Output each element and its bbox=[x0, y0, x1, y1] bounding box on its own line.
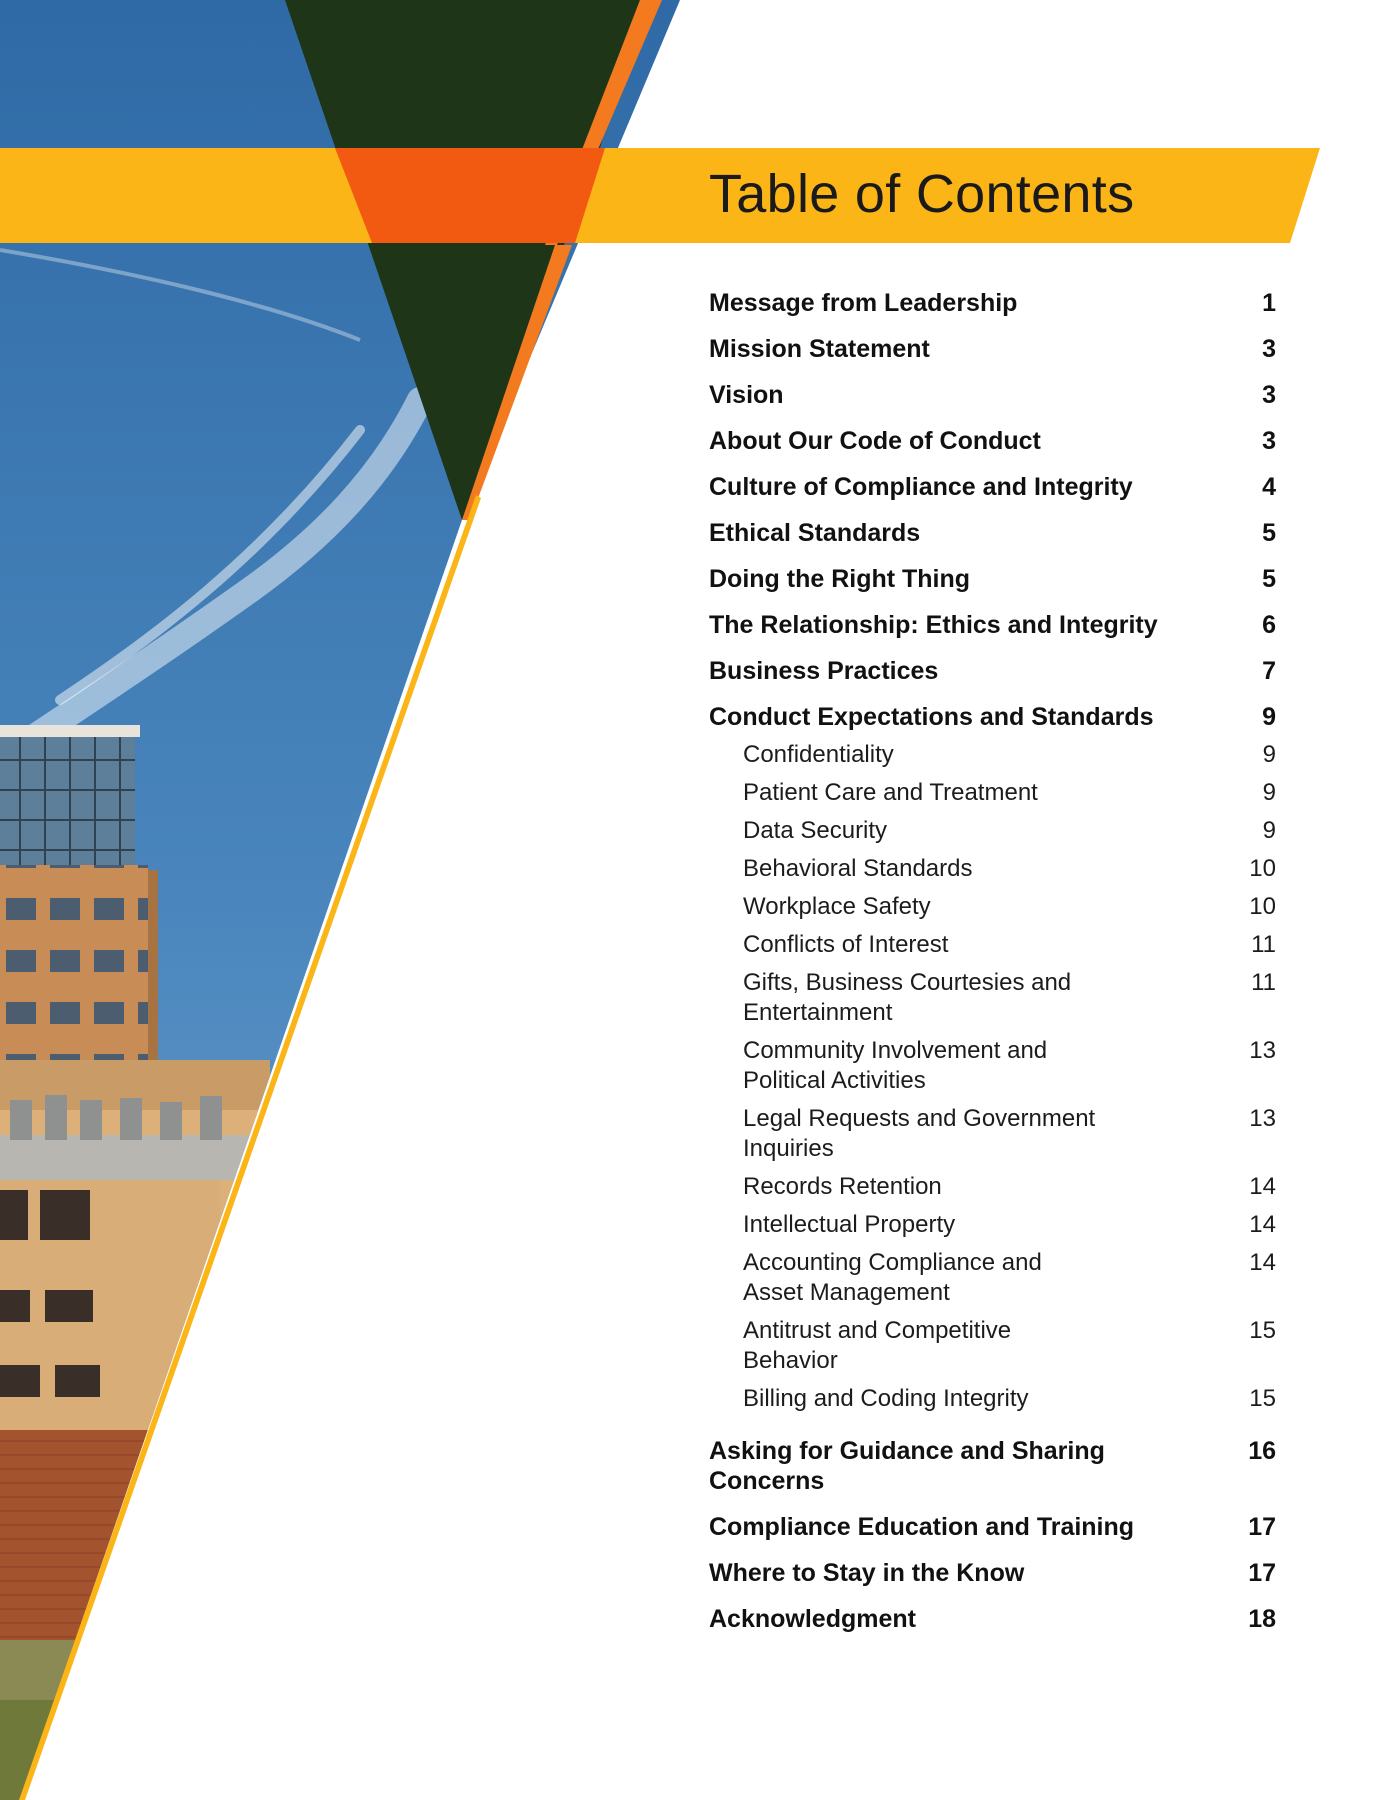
toc-entry-page-number: 9 bbox=[1262, 703, 1276, 731]
toc-entry-label: Data Security bbox=[743, 817, 888, 844]
toc-entry-page-number: 7 bbox=[1262, 657, 1276, 685]
toc-entry-label: Workplace Safety bbox=[743, 893, 931, 920]
toc-entry-page-number: 13 bbox=[1249, 1037, 1276, 1064]
toc-entry[interactable] bbox=[709, 288, 1276, 318]
toc-subentry[interactable] bbox=[709, 1316, 1276, 1376]
toc-entry-label: Gifts, Business Courtesies and Entertainment bbox=[743, 969, 1072, 1026]
toc-entry[interactable] bbox=[709, 380, 1276, 410]
toc-entry-page-number: 16 bbox=[1248, 1437, 1276, 1465]
toc-entry-page-number: 11 bbox=[1251, 931, 1276, 958]
toc-entry-label: Culture of Compliance and Integrity bbox=[709, 473, 1133, 501]
toc-entry-page-number: 14 bbox=[1249, 1249, 1276, 1276]
toc-entry-label: Business Practices bbox=[709, 657, 939, 685]
toc-entry-label: Intellectual Property bbox=[743, 1211, 956, 1238]
toc-entry-label: Where to Stay in the Know bbox=[709, 1559, 1025, 1587]
toc-entry-page-number: 6 bbox=[1262, 611, 1276, 639]
toc-entry-label: The Relationship: Ethics and Integrity bbox=[709, 611, 1158, 639]
toc-entry-label: Billing and Coding Integrity bbox=[743, 1385, 1029, 1412]
toc-entry[interactable] bbox=[709, 334, 1276, 364]
toc-entry-label: Conflicts of Interest bbox=[743, 931, 949, 958]
toc-entry-page-number: 13 bbox=[1249, 1105, 1276, 1132]
toc-entry-page-number: 10 bbox=[1249, 893, 1276, 920]
toc-entry[interactable] bbox=[709, 656, 1276, 686]
toc-entry-page-number: 9 bbox=[1262, 779, 1276, 806]
toc-entry[interactable] bbox=[709, 702, 1276, 732]
page-title: Table of Contents bbox=[709, 164, 1135, 224]
toc-entry-label: Message from Leadership bbox=[709, 289, 1018, 317]
toc-subentry[interactable] bbox=[709, 1172, 1276, 1202]
toc-entry-page-number: 9 bbox=[1262, 741, 1276, 768]
toc-entry-label: Legal Requests and Government Inquiries bbox=[743, 1105, 1096, 1162]
toc-subentry[interactable] bbox=[709, 1104, 1276, 1164]
toc-entry-page-number: 11 bbox=[1251, 969, 1276, 996]
toc-subentry[interactable] bbox=[709, 892, 1276, 922]
toc-entry[interactable] bbox=[709, 518, 1276, 548]
toc-subentry[interactable] bbox=[709, 816, 1276, 846]
toc-subentry[interactable] bbox=[709, 778, 1276, 808]
toc-entry-label: Acknowledgment bbox=[709, 1605, 916, 1633]
toc-entry[interactable] bbox=[709, 472, 1276, 502]
toc-entry[interactable] bbox=[709, 1436, 1276, 1496]
toc-entry-label: Accounting Compliance and Asset Management bbox=[743, 1249, 1042, 1306]
toc-entry-page-number: 14 bbox=[1249, 1211, 1276, 1238]
toc-subentry[interactable] bbox=[709, 930, 1276, 960]
toc-entry-label: Ethical Standards bbox=[709, 519, 921, 547]
toc-subentry[interactable] bbox=[709, 1210, 1276, 1240]
toc-entry-label: About Our Code of Conduct bbox=[709, 427, 1041, 455]
toc-entry-page-number: 17 bbox=[1248, 1513, 1276, 1541]
toc-entry-page-number: 10 bbox=[1249, 855, 1276, 882]
toc-entry-page-number: 17 bbox=[1248, 1559, 1276, 1587]
toc-entry-label: Records Retention bbox=[743, 1173, 942, 1200]
toc-entry-page-number: 5 bbox=[1262, 565, 1276, 593]
toc-entry-label: Doing the Right Thing bbox=[709, 565, 971, 593]
toc-entry-label: Antitrust and Competitive Behavior bbox=[743, 1317, 1012, 1374]
toc-entry[interactable] bbox=[709, 426, 1276, 456]
toc-subentry[interactable] bbox=[709, 740, 1276, 770]
toc-subentry[interactable] bbox=[709, 1036, 1276, 1096]
toc-entry-label: Vision bbox=[709, 381, 784, 409]
toc-entry-page-number: 15 bbox=[1249, 1317, 1276, 1344]
toc-entry-label: Mission Statement bbox=[709, 335, 930, 363]
toc-entry-label: Asking for Guidance and Sharing Concerns bbox=[709, 1437, 1105, 1495]
toc-entry-page-number: 4 bbox=[1262, 473, 1276, 501]
toc-entry-page-number: 14 bbox=[1249, 1173, 1276, 1200]
toc-entry-page-number: 15 bbox=[1249, 1385, 1276, 1412]
toc-entry-label: Confidentiality bbox=[743, 741, 894, 768]
toc-entry-page-number: 3 bbox=[1262, 427, 1276, 455]
toc-entry-page-number: 5 bbox=[1262, 519, 1276, 547]
toc-entry-page-number: 18 bbox=[1248, 1605, 1276, 1633]
toc-entry-label: Conduct Expectations and Standards bbox=[709, 703, 1154, 731]
toc-subentry[interactable] bbox=[709, 1384, 1276, 1414]
toc-entry[interactable] bbox=[709, 1558, 1276, 1588]
toc-entry[interactable] bbox=[709, 564, 1276, 594]
toc-entry-page-number: 3 bbox=[1262, 381, 1276, 409]
toc-entry-label: Patient Care and Treatment bbox=[743, 779, 1038, 806]
toc-entry-label: Behavioral Standards bbox=[743, 855, 973, 882]
toc-subentry[interactable] bbox=[709, 968, 1276, 1028]
toc-entry[interactable] bbox=[709, 1604, 1276, 1634]
toc-subentry[interactable] bbox=[709, 1248, 1276, 1308]
toc-entry-label: Compliance Education and Training bbox=[709, 1513, 1135, 1541]
toc-entry-page-number: 3 bbox=[1262, 335, 1276, 363]
orange-band bbox=[335, 148, 605, 243]
toc-entry[interactable] bbox=[709, 610, 1276, 640]
toc-entry-page-number: 1 bbox=[1262, 289, 1276, 317]
toc-entry[interactable] bbox=[709, 1512, 1276, 1542]
toc-entry-page-number: 9 bbox=[1262, 817, 1276, 844]
table-of-contents bbox=[709, 288, 1276, 1650]
toc-subentry[interactable] bbox=[709, 854, 1276, 884]
toc-entry-label: Community Involvement and Political Activities bbox=[743, 1037, 1048, 1094]
